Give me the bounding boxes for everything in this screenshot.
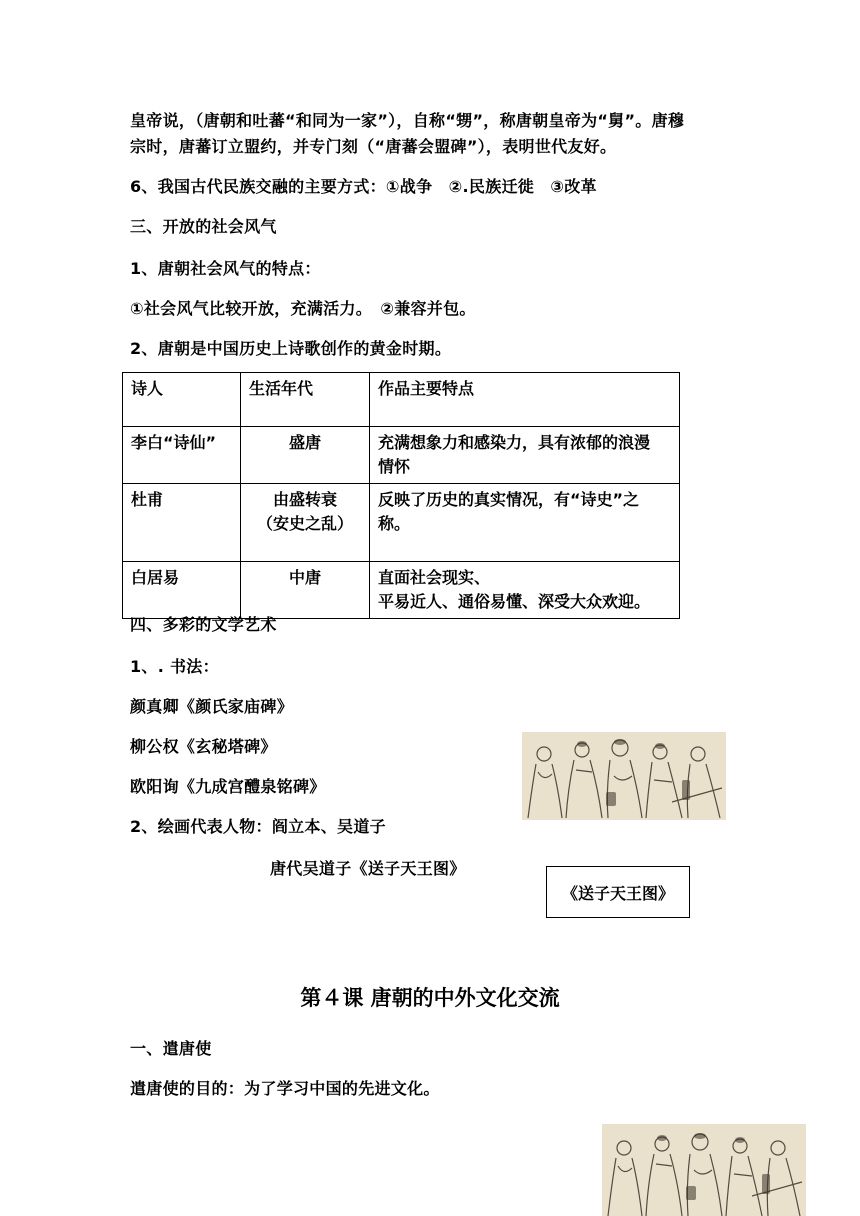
header-era: 生活年代	[241, 373, 370, 427]
table-row	[123, 427, 680, 484]
cell-features-line: 称。	[378, 514, 411, 533]
table-row	[123, 484, 680, 562]
cell-features-line: 充满想象力和感染力，具有浓郁的浪漫	[378, 433, 651, 452]
header-poet: 诗人	[123, 373, 241, 427]
cell-poet: 杜甫	[123, 484, 241, 562]
text-line-yan-zhenqing: 颜真卿《颜氏家庙碑》	[130, 697, 294, 716]
cell-era-line: （安史之乱）	[256, 514, 353, 533]
text-line-integration-ways: 6、我国古代民族交融的主要方式：①战争 ②.民族迁徙 ③改革	[130, 177, 597, 196]
cell-features	[370, 562, 680, 619]
table-row	[123, 562, 680, 619]
painting-image	[602, 1124, 806, 1216]
cell-features	[370, 484, 680, 562]
header-features: 作品主要特点	[370, 373, 680, 427]
text-line-emperor: 皇帝说，（唐朝和吐蕃“和同为一家”），自称“甥”，称唐朝皇帝为“舅”。唐穆	[130, 111, 685, 130]
text-line-painters: 2、绘画代表人物：阎立本、吴道子	[130, 817, 386, 836]
text-line-features: ①社会风气比较开放，充满活力。 ②兼容并包。	[130, 299, 476, 318]
text-line-painting-caption: 唐代吴道子《送子天王图》	[270, 859, 466, 878]
text-line-envoys-purpose: 遣唐使的目的：为了学习中国的先进文化。	[130, 1079, 440, 1098]
cell-era	[241, 484, 370, 562]
text-line-liu-gongquan: 柳公权《玄秘塔碑》	[130, 737, 277, 756]
poets-table	[122, 372, 680, 619]
cell-features-line: 情怀	[378, 457, 411, 476]
painting-caption-box: 《送子天王图》	[546, 866, 690, 918]
section-heading-envoys: 一、遣唐使	[130, 1039, 212, 1058]
cell-poet: 白居易	[123, 562, 241, 619]
section-heading-social-atmosphere: 三、开放的社会风气	[130, 217, 277, 236]
text-line-poetry-golden-age: 2、唐朝是中国历史上诗歌创作的黄金时期。	[130, 339, 452, 358]
painting-figures	[522, 732, 726, 820]
text-line-calligraphy: 1、. 书法：	[130, 657, 219, 676]
lesson-title: 第４课 唐朝的中外文化交流	[300, 986, 560, 1010]
table-header-row	[123, 373, 680, 427]
cell-era: 盛唐	[241, 427, 370, 484]
text-line-alliance: 宗时，唐蕃订立盟约，并专门刻（“唐蕃会盟碑”），表明世代友好。	[130, 137, 617, 156]
text-line-features-title: 1、唐朝社会风气的特点：	[130, 259, 321, 278]
cell-features-line: 直面社会现实、	[378, 568, 491, 587]
cell-features	[370, 427, 680, 484]
cell-poet: 李白“诗仙”	[123, 427, 241, 484]
painting-image	[522, 732, 726, 820]
cell-features-line: 平易近人、通俗易懂、深受大众欢迎。	[378, 592, 651, 611]
text-line-ouyang-xun: 欧阳询《九成宫醴泉铭碑》	[130, 777, 326, 796]
section-heading-literature-art: 四、多彩的文学艺术	[130, 615, 277, 634]
painting-figures	[602, 1124, 806, 1216]
cell-era-line: 由盛转衰	[272, 490, 337, 509]
cell-era: 中唐	[241, 562, 370, 619]
cell-features-line: 反映了历史的真实情况，有“诗史”之	[378, 490, 640, 509]
